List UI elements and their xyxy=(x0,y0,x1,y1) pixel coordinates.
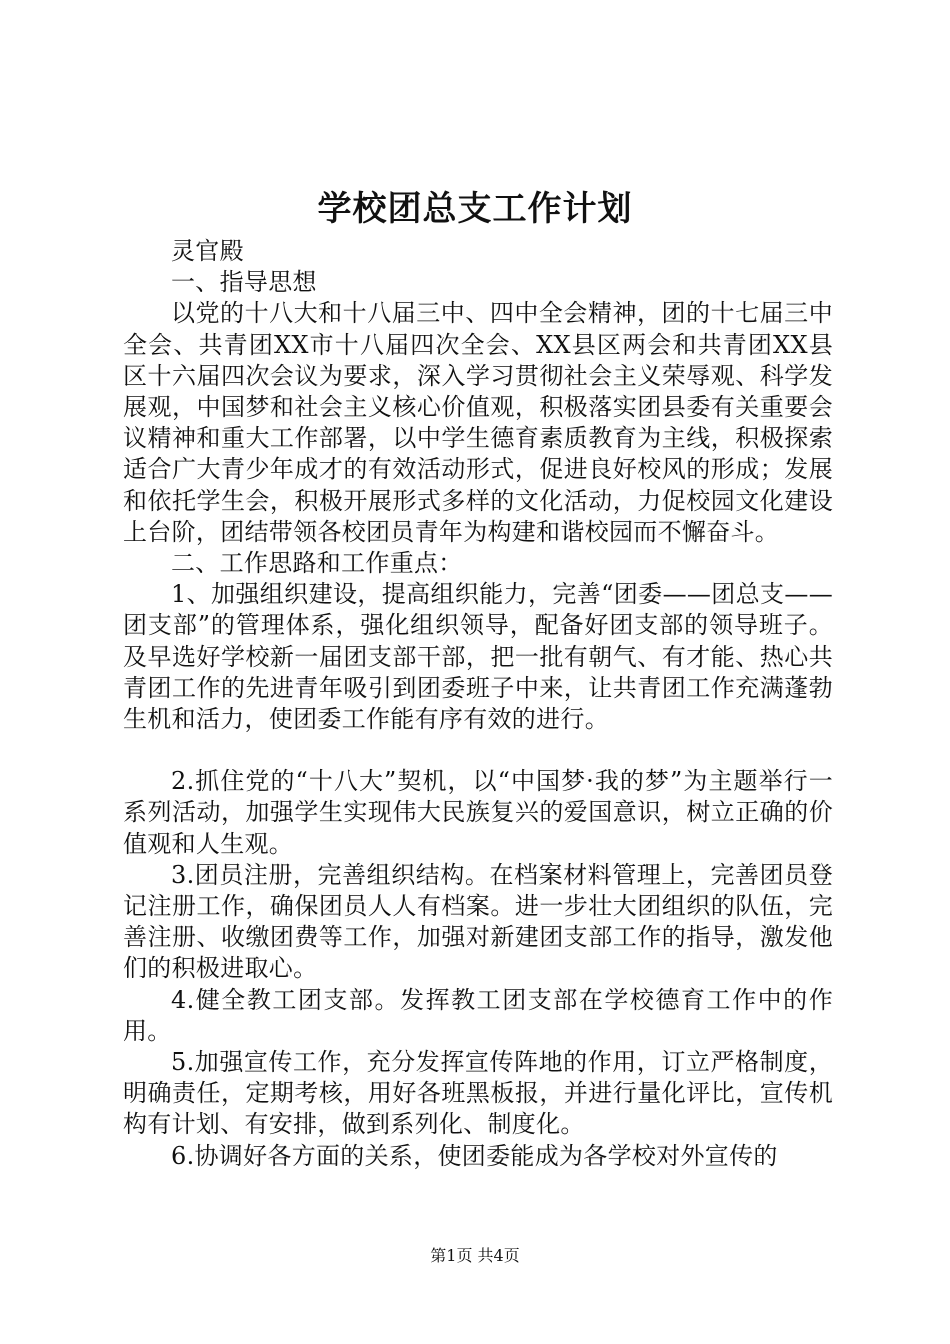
paragraph-item-2: 2.抓住党的“十八大”契机，以“中国梦·我的梦”为主题举行一系列活动，加强学生实现伟大民族复兴的爱国意识，树立正确的价值观和人生观。 xyxy=(123,767,833,858)
author-line: 灵官殿 xyxy=(171,237,244,265)
paragraph-item-6: 6.协调好各方面的关系，使团委能成为各学校对外宣传的 xyxy=(171,1141,778,1170)
paragraph-item-3: 3.团员注册，完善组织结构。在档案材料管理上，完善团员登记注册工作，确保团员人人有档案。进一步壮大团组织的队伍，完善注册、收缴团费等工作，加强对新建团支部工作的指导，激发他们的积极进取心。 xyxy=(123,860,833,983)
document-body xyxy=(123,236,833,1172)
document-title: 学校团总支工作计划 xyxy=(317,189,633,229)
section-heading-work-ideas: 二、工作思路和工作重点： xyxy=(171,549,463,578)
page-footer: 第1页 共4页 xyxy=(430,1246,520,1265)
paragraph-item-5: 5.加强宣传工作，充分发挥宣传阵地的作用，订立严格制度，明确责任，定期考核，用好各班黑板报，并进行量化评比，宣传机构有计划、有安排，做到系列化、制度化。 xyxy=(123,1048,833,1139)
paragraph-item-4: 4.健全教工团支部。发挥教工团支部在学校德育工作中的作用。 xyxy=(123,985,833,1045)
section-heading-guiding-thought: 一、指导思想 xyxy=(171,268,317,297)
paragraph-item-1: 1、加强组织建设，提高组织能力，完善“团委——团总支——团支部”的管理体系，强化组织领导，配备好团支部的领导班子。及早选好学校新一届团支部干部，把一批有朝气、有才能、热心共青团工作的先进青年吸引到团委班子中来，让共青团工作充满蓬勃生机和活力，使团委工作能有序有效的进行。 xyxy=(123,580,833,734)
paragraph-guiding-thought: 以党的十八大和十八届三中、四中全会精神，团的十七届三中全会、共青团XX市十八届四次全会、XX县区两会和共青团XX县区十六届四次会议为要求，深入学习贯彻社会主义荣辱观、科学发展观，中国梦和社会主义核心价值观，积极落实团县委有关重要会议精神和重大工作部署，以中学生德育素质教育为主线，积极探索适合广大青少年成才的有效活动形式，促进良好校风的形成；发展和依托学生会，积极开展形式多样的文化活动，力促校园文化建设上台阶，团结带领各校团员青年为构建和谐校园而不懈奋斗。 xyxy=(123,299,833,546)
